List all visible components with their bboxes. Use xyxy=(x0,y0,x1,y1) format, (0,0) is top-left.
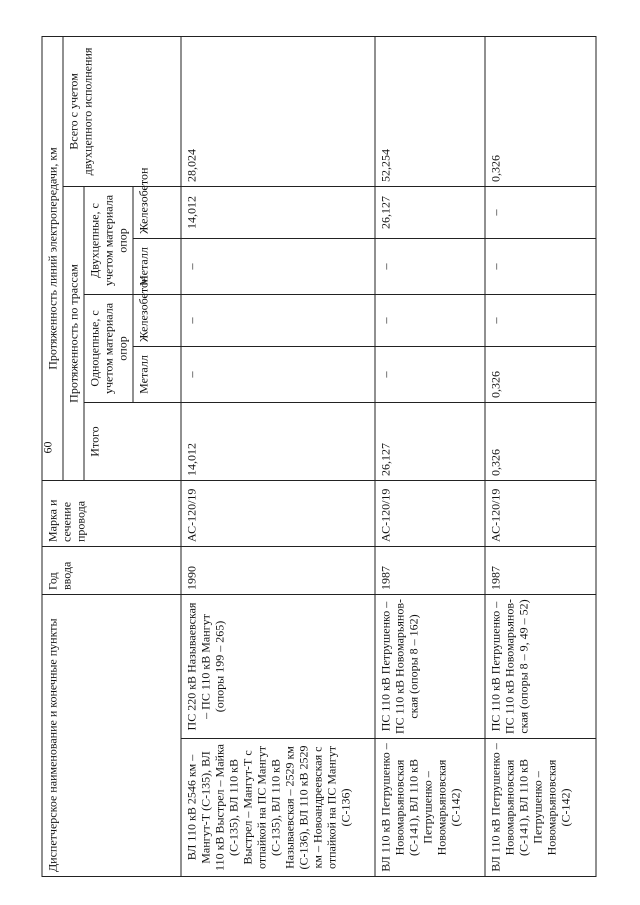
page-number: 60 xyxy=(40,441,55,454)
cell-wire: АС-120/19 xyxy=(375,481,486,547)
cell-points: ПС 110 кВ Петрушенко – ПС 110 кВ Новомарьянов-ская (опоры 8 – 162) xyxy=(375,595,486,739)
cell-dc-concrete: 14,012 xyxy=(181,187,375,239)
cell-year: 1990 xyxy=(181,547,375,595)
cell-grand-total: 52,254 xyxy=(375,36,486,186)
header-total: Итого xyxy=(84,403,181,481)
header-dispatch-name: Диспетчерское наименование и конечные пункты xyxy=(42,595,181,877)
cell-year: 1987 xyxy=(485,547,596,595)
cell-sc-concrete: – xyxy=(485,295,596,347)
cell-total: 26,127 xyxy=(375,403,486,481)
header-dc-metal: Металл xyxy=(133,239,181,295)
header-year: Год ввода xyxy=(42,547,181,595)
cell-name: ВЛ 110 кВ 2546 км – Мангут-Т (С-135), ВЛ 110 кВ Выстрел – Майка (С-135), ВЛ 110 кВ Выстрел – Мангут-Т с отпайкой на ПС Мангут (С-135), ВЛ 110 кВ Называевская – 2529 км (С-136), ВЛ 110 кВ 2529 км – Новоандреевская с отпайкой на ПС Мангут (С-136) xyxy=(181,739,375,877)
cell-total: 14,012 xyxy=(181,403,375,481)
cell-dc-concrete: – xyxy=(485,187,596,239)
cell-name: ВЛ 110 кВ Петрушенко – Новомарьяновская (С-141), ВЛ 110 кВ Петрушенко – Новомарьяновская (С-142) xyxy=(375,739,486,877)
header-single-circuit: Одноцепные, с учетом материала опор xyxy=(84,295,133,403)
table-body xyxy=(181,36,596,876)
table-row xyxy=(375,36,486,876)
cell-year: 1987 xyxy=(375,547,486,595)
cell-dc-metal: – xyxy=(485,239,596,295)
cell-sc-concrete: – xyxy=(375,295,486,347)
header-sc-metal: Металл xyxy=(133,347,181,403)
header-wire: Марка и сечение провода xyxy=(42,481,181,547)
cell-grand-total: 28,024 xyxy=(181,36,375,186)
table-header xyxy=(42,36,181,876)
cell-sc-metal: – xyxy=(375,347,486,403)
cell-dc-metal: – xyxy=(181,239,375,295)
cell-dc-concrete: 26,127 xyxy=(375,187,486,239)
cell-total: 0,326 xyxy=(485,403,596,481)
table-row xyxy=(485,36,596,876)
header-length-group: Протяженность линий электропередачи, км xyxy=(42,36,63,480)
header-route-group: Протяженность по трассам xyxy=(63,187,84,481)
header-double-circuit: Двухцепные, с учетом материала опор xyxy=(84,187,133,295)
cell-dc-metal: – xyxy=(375,239,486,295)
header-sc-concrete: Железобетон xyxy=(133,295,181,347)
header-total-double: Всего с учетом двухцепного исполнения xyxy=(63,36,181,186)
cell-sc-metal: 0,326 xyxy=(485,347,596,403)
cell-sc-metal: – xyxy=(181,347,375,403)
cell-points: ПС 110 кВ Петрушенко – ПС 110 кВ Новомарьянов-ская (опоры 8 – 9, 49 – 52) xyxy=(485,595,596,739)
cell-name: ВЛ 110 кВ Петрушенко – Новомарьяновская (С-141), ВЛ 110 кВ Петрушенко – Новомарьяновская (С-142) xyxy=(485,739,596,877)
cell-points: ПС 220 кВ Называевская – ПС 110 кВ Мангут (опоры 199 – 265) xyxy=(181,595,375,739)
cell-grand-total: 0,326 xyxy=(485,36,596,186)
cell-wire: АС-120/19 xyxy=(181,481,375,547)
header-dc-concrete: Железобетон xyxy=(133,187,181,239)
power-lines-table xyxy=(42,36,597,877)
cell-wire: АС-120/19 xyxy=(485,481,596,547)
table-row xyxy=(181,36,375,876)
cell-sc-concrete: – xyxy=(181,295,375,347)
rotated-table-container xyxy=(42,37,597,877)
